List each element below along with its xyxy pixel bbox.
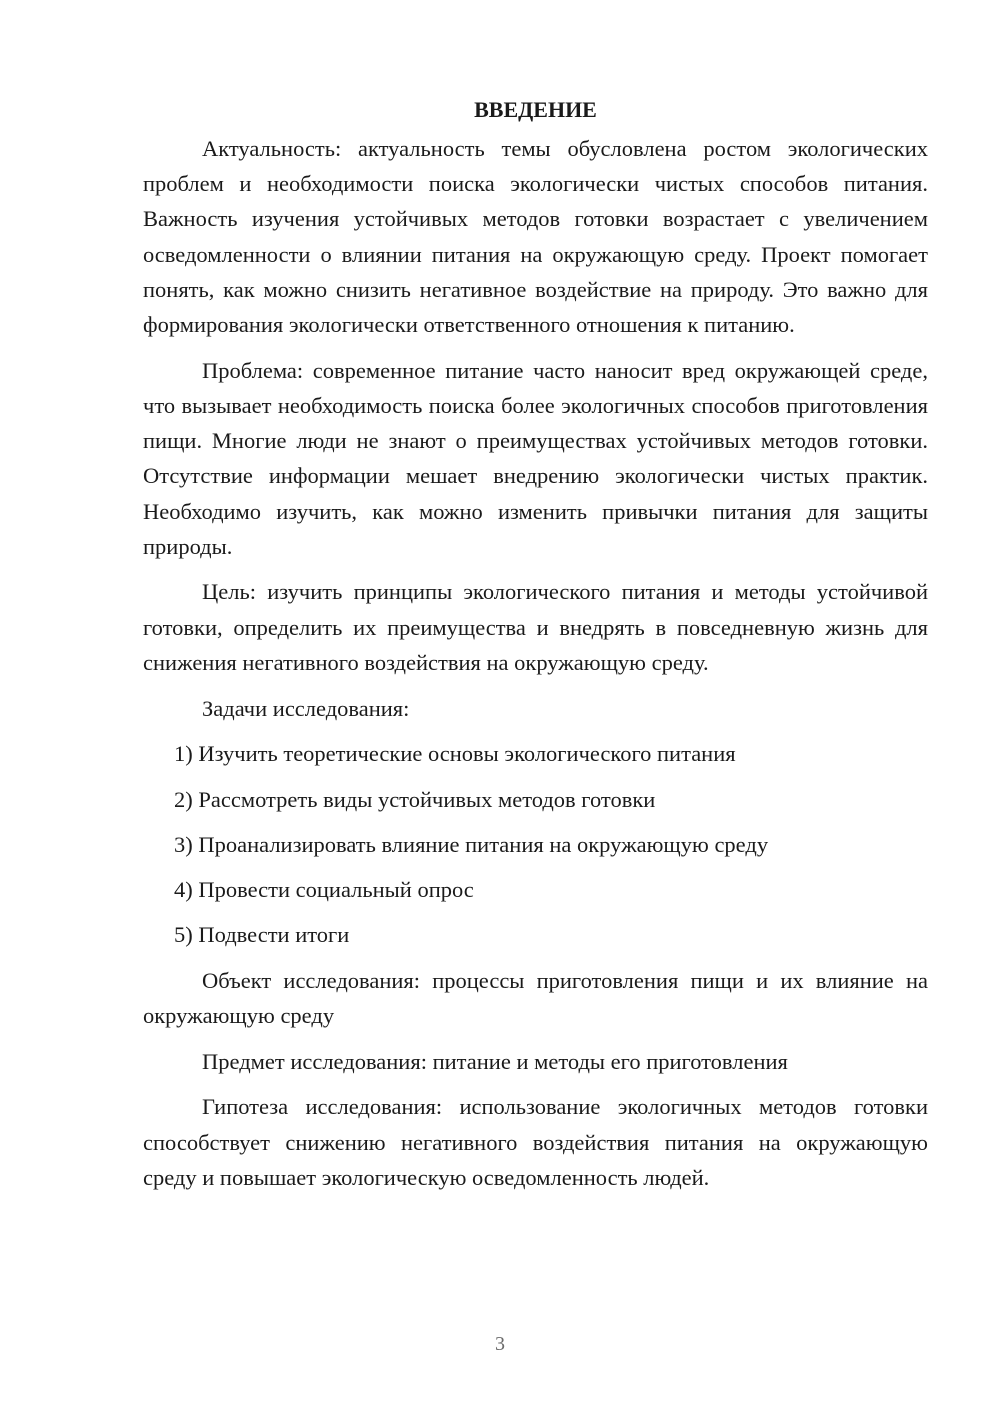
task-item: 2) Рассмотреть виды устойчивых методов готовки [174, 786, 656, 812]
tasks-heading: Задачи исследования: [202, 695, 410, 721]
task-item: 4) Провести социальный опрос [174, 877, 474, 903]
paragraph-object: Объект исследования: процессы приготовления пищи и их влияние на окружающую среду [143, 967, 928, 1028]
page-title: ВВЕДЕНИЕ [474, 97, 597, 122]
paragraph-problem: Проблема: современное питание часто наносит вред окружающей среде, что вызывает необходимость поиска более экологичных способов приготовления пищи. Многие люди не знают о преимуществах устойчивых методов готовки. Отсутствие информации мешает внедрению экологически чистых практик. Необходимо изучить, как можно изменить привычки питания для защиты природы. [143, 357, 928, 559]
page-number: 3 [495, 1333, 505, 1355]
task-item: 5) Подвести итоги [174, 922, 350, 948]
paragraph-hypothesis: Гипотеза исследования: использование экологичных методов готовки способствует снижению негативного воздействия питания на окружающую среду и повышает экологическую осведомленность людей. [143, 1094, 928, 1190]
task-item: 3) Проанализировать влияние питания на окружающую среду [174, 831, 769, 857]
paragraph-relevance: Актуальность: актуальность темы обусловлена ростом экологических проблем и необходимости поиска экологически чистых способов питания. Важность изучения устойчивых методов готовки возрастает с увеличением осведомленности о влиянии питания на окружающую среду. Проект помогает понять, как можно снизить негативное воздействие на природу. Это важно для формирования экологически ответственного отношения к питанию. [143, 136, 928, 338]
paragraph-subject: Предмет исследования: питание и методы его приготовления [202, 1048, 788, 1074]
tasks-list [143, 736, 928, 952]
task-item: 1) Изучить теоретические основы экологического питания [174, 741, 736, 767]
page-content [143, 92, 928, 1205]
paragraph-goal: Цель: изучить принципы экологического питания и методы устойчивой готовки, определить их преимущества и внедрять в повседневную жизнь для снижения негативного воздействия на окружающую среду. [143, 579, 928, 675]
